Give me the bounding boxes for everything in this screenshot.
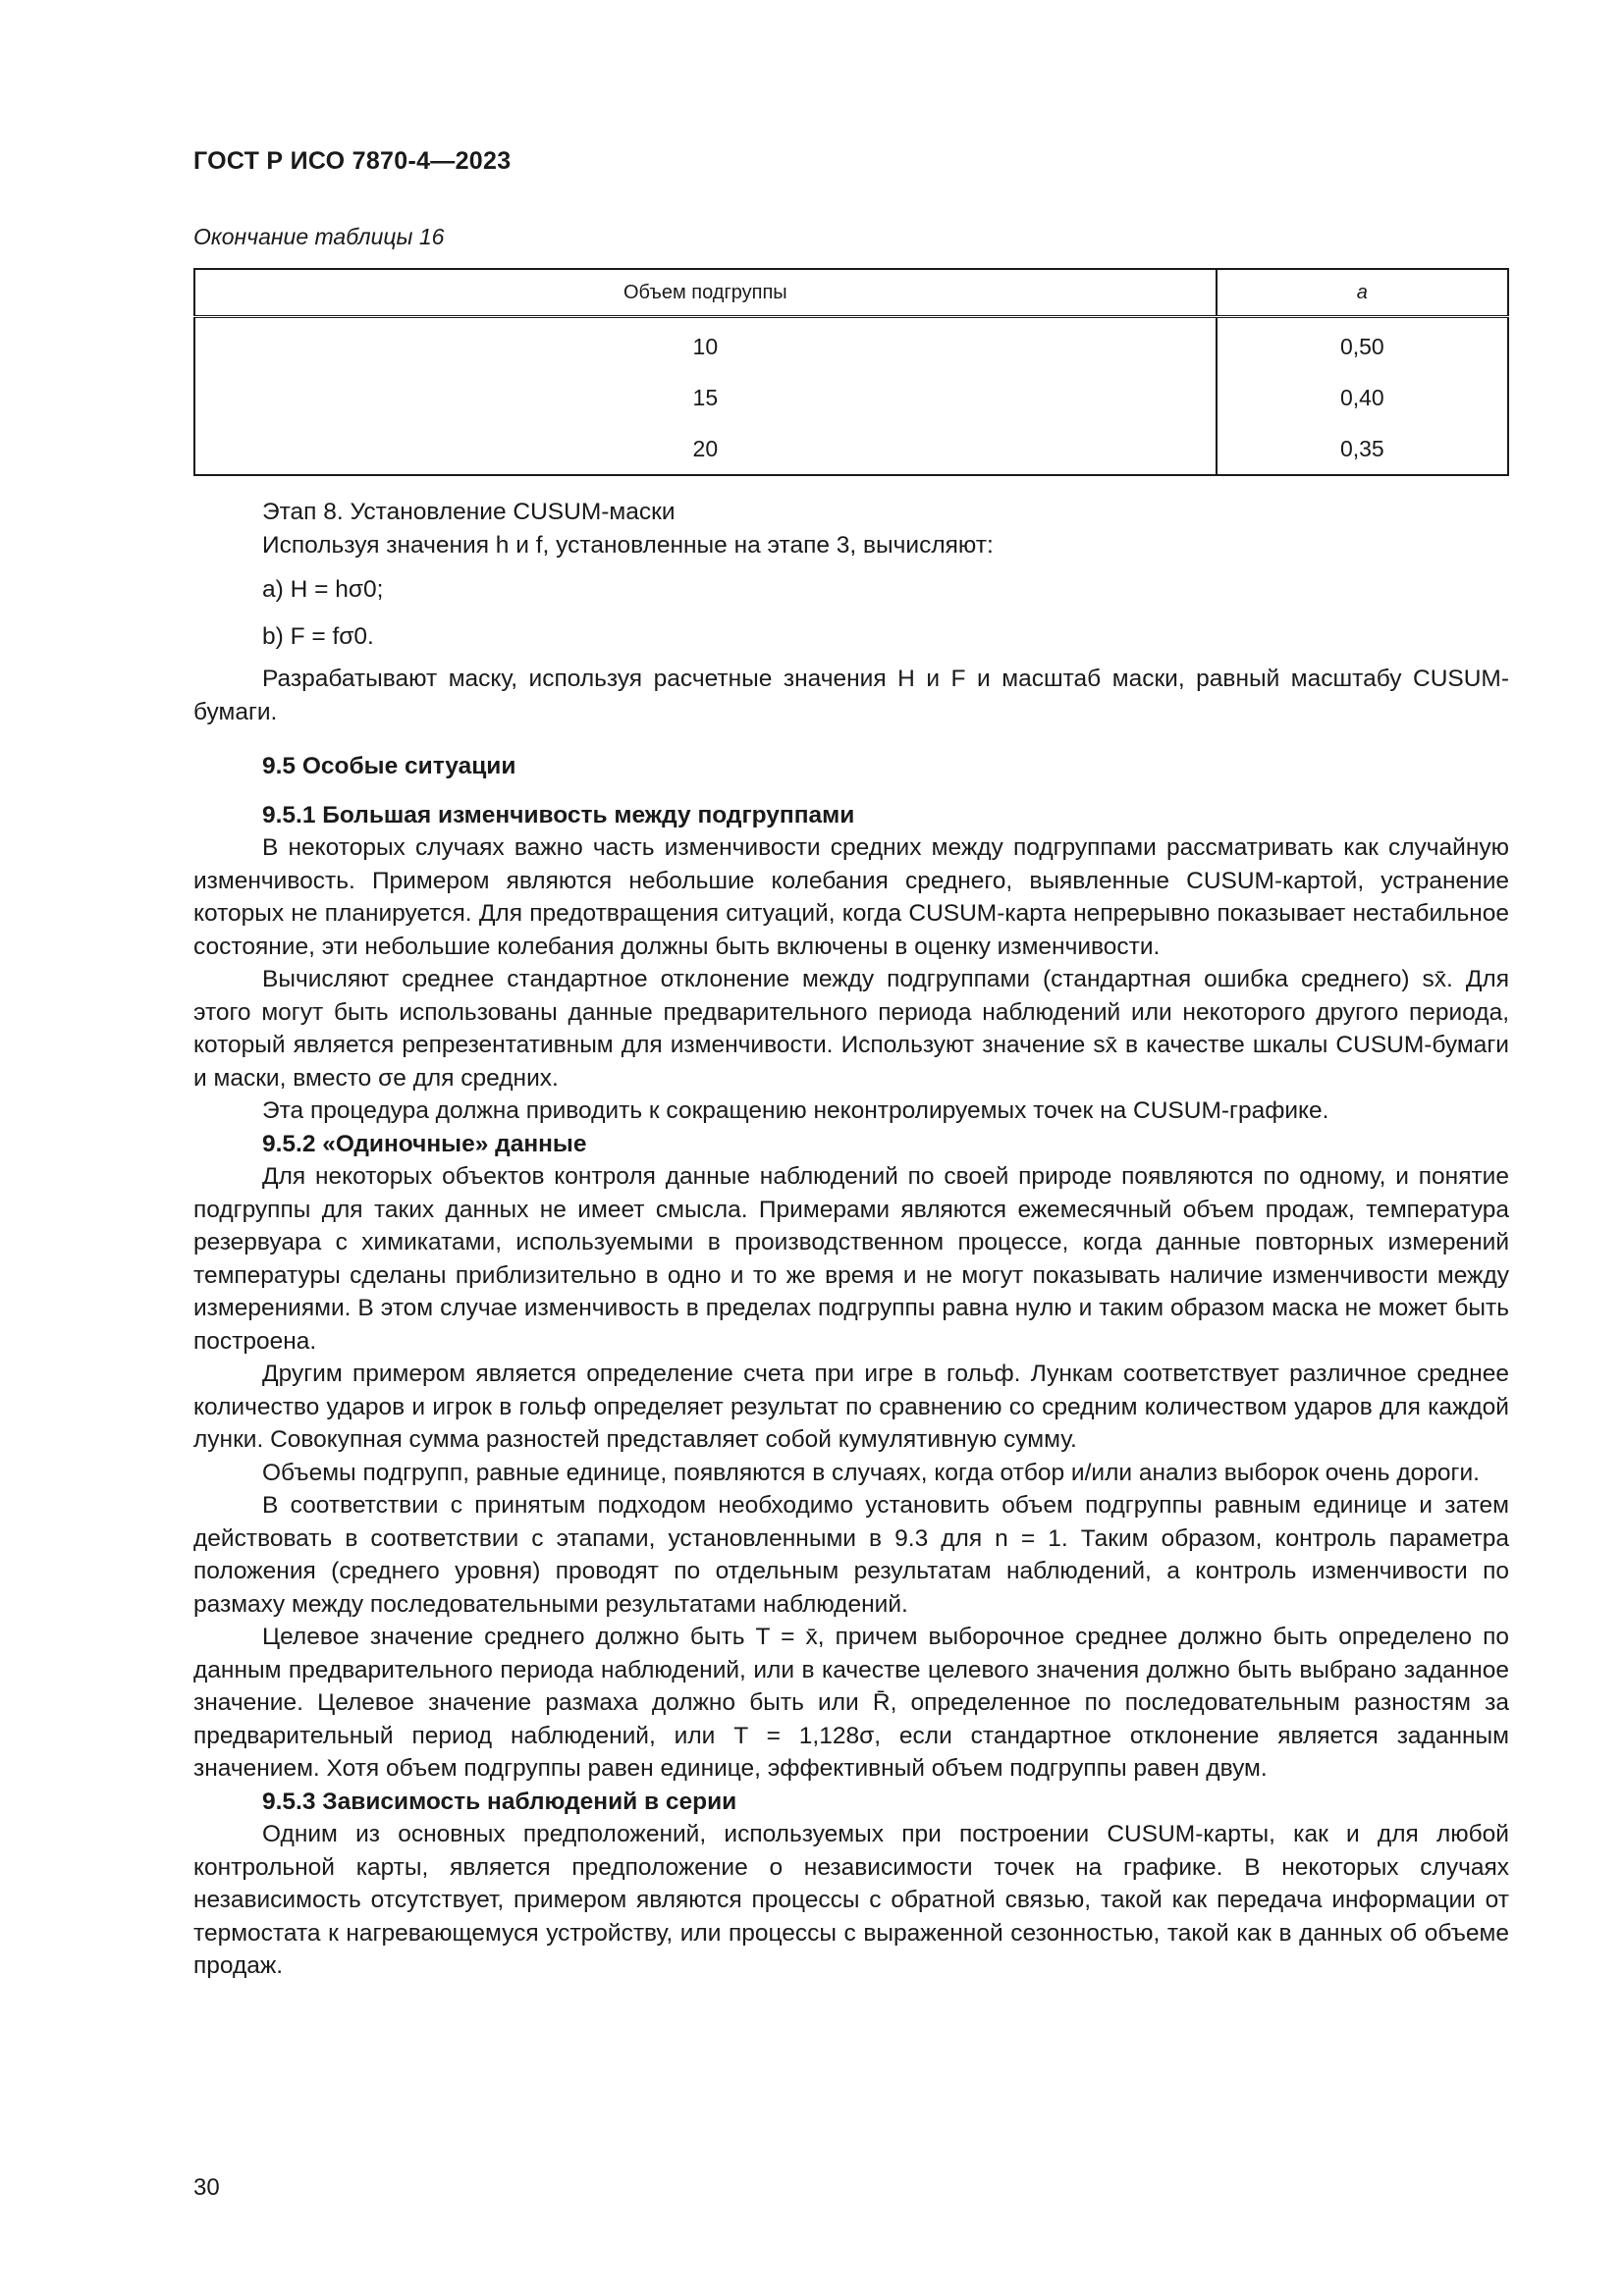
section-9-5-2-title: 9.5.2 «Одиночные» данные [262,1130,587,1157]
cell-a: 0,50 [1217,317,1508,373]
cell-subgroup-size: 15 [194,372,1217,423]
stage8-title: Этап 8. Установление CUSUM-маски [262,499,676,525]
page-number: 30 [193,2174,220,2201]
document-header: ГОСТ Р ИСО 7870-4—2023 [193,147,512,175]
table-row [194,372,1508,423]
header-a: a [1217,269,1508,317]
table-row [194,317,1508,373]
section-9-5-2-para3: Объемы подгрупп, равные единице, появляются в случаях, когда отбор и/или анализ выборок очень дороги. [262,1459,1480,1486]
stage8-intro: Используя значения h и f, установленные на этапе 3, вычисляют: [262,531,994,559]
stage8-block [193,496,1509,1983]
section-9-5-3-para1: Одним из основных предположений, используемых при построении CUSUM-карты, как и для любой контрольной карты, является предположение о независимости точек на графике. В некоторых случаях независимость отсутствует, примером являются процессы с обратной связью, такой как передача информации от термостата к нагревающемуся устройству, или процессы с выраженной сезонностью, такой как в данных об объеме продаж. [193,1821,1509,1979]
formula-a: a) H = hσ0; [262,576,384,603]
section-9-5-1-title: 9.5.1 Большая изменчивость между подгруппами [262,801,855,828]
section-9-5-3-title: 9.5.3 Зависимость наблюдений в серии [262,1788,737,1815]
cell-subgroup-size: 20 [194,423,1217,475]
cell-a: 0,35 [1217,423,1508,475]
section-9-5-1-para1: В некоторых случаях важно часть изменчивости средних между подгруппами рассматривать как случайную изменчивость. Примером являются небольшие колебания среднего, выявленные CUSUM-картой, устранение которых не планируется. Для предотвращения ситуаций, когда CUSUM-карта непрерывно показывает нестабильное состояние, эти небольшие колебания должны быть включены в оценку изменчивости. [193,834,1509,960]
section-9-5-2-para4: В соответствии с принятым подходом необходимо установить объем подгруппы равным единице и затем действовать в соответствии с этапами, установленными в 9.3 для n = 1. Таким образом, контроль параметра положения (среднего уровня) проводят по отдельным результатам наблюдений, а контроль изменчивости по размаху между последовательными результатами наблюдений. [193,1492,1509,1618]
table-row [194,423,1508,475]
table-caption: Окончание таблицы 16 [193,224,445,249]
section-9-5-2-para1: Для некоторых объектов контроля данные наблюдений по своей природе появляются по одному, и понятие подгруппы для таких данных не имеет смысла. Примерами являются ежемесячный объем продаж, температура резервуара с химикатами, используемыми в производственном процессе, когда данные повторных измерений температуры сделаны приблизительно в одно и то же время и не могут показывать наличие изменчивости между измерениями. В этом случае изменчивость в пределах подгруппы равна нулю и таким образом маска не может быть построена. [193,1163,1509,1355]
section-9-5-2-para5: Целевое значение среднего должно быть T = x̄, причем выборочное среднее должно быть определено по данным предварительного периода наблюдений, или в качестве целевого значения должно быть выбрано заданное значение. Целевое значение размаха должно быть или R̄, определенное по последовательным разностям за предварительный период наблюдений, или T = 1,128σ, если стандартное отклонение является заданным значением. Хотя объем подгруппы равен единице, эффективный объем подгруппы равен двум. [193,1624,1509,1782]
formula-b: b) F = fσ0. [262,622,374,650]
table-header-row [194,269,1508,317]
stage8-develop: Разрабатывают маску, используя расчетные значения H и F и масштаб маски, равный масштабу CUSUM-бумаги. [193,666,1509,725]
cell-a: 0,40 [1217,372,1508,423]
cell-subgroup-size: 10 [194,317,1217,373]
section-9-5-1-para2: Вычисляют среднее стандартное отклонение между подгруппами (стандартная ошибка среднего) sx̄. Для этого могут быть использованы данные предварительного периода наблюдений или некоторого другого периода, который является репрезентативным для изменчивости. Используют значение sx̄ в качестве шкалы CUSUM-бумаги и маски, вместо σe для средних. [193,966,1509,1092]
section-9-5-1-para3: Эта процедура должна приводить к сокращению неконтролируемых точек на CUSUM-графике. [262,1097,1329,1124]
section-9-5-title: 9.5 Особые ситуации [262,753,516,779]
section-9-5-2-para2: Другим примером является определение счета при игре в гольф. Лункам соответствует различное среднее количество ударов и игрок в гольф определяет результат по сравнению со средним количеством ударов для каждой лунки. Совокупная сумма разностей представляет собой кумулятивную сумму. [193,1361,1509,1453]
header-subgroup-size: Объем подгруппы [194,269,1217,317]
data-table [193,268,1509,476]
